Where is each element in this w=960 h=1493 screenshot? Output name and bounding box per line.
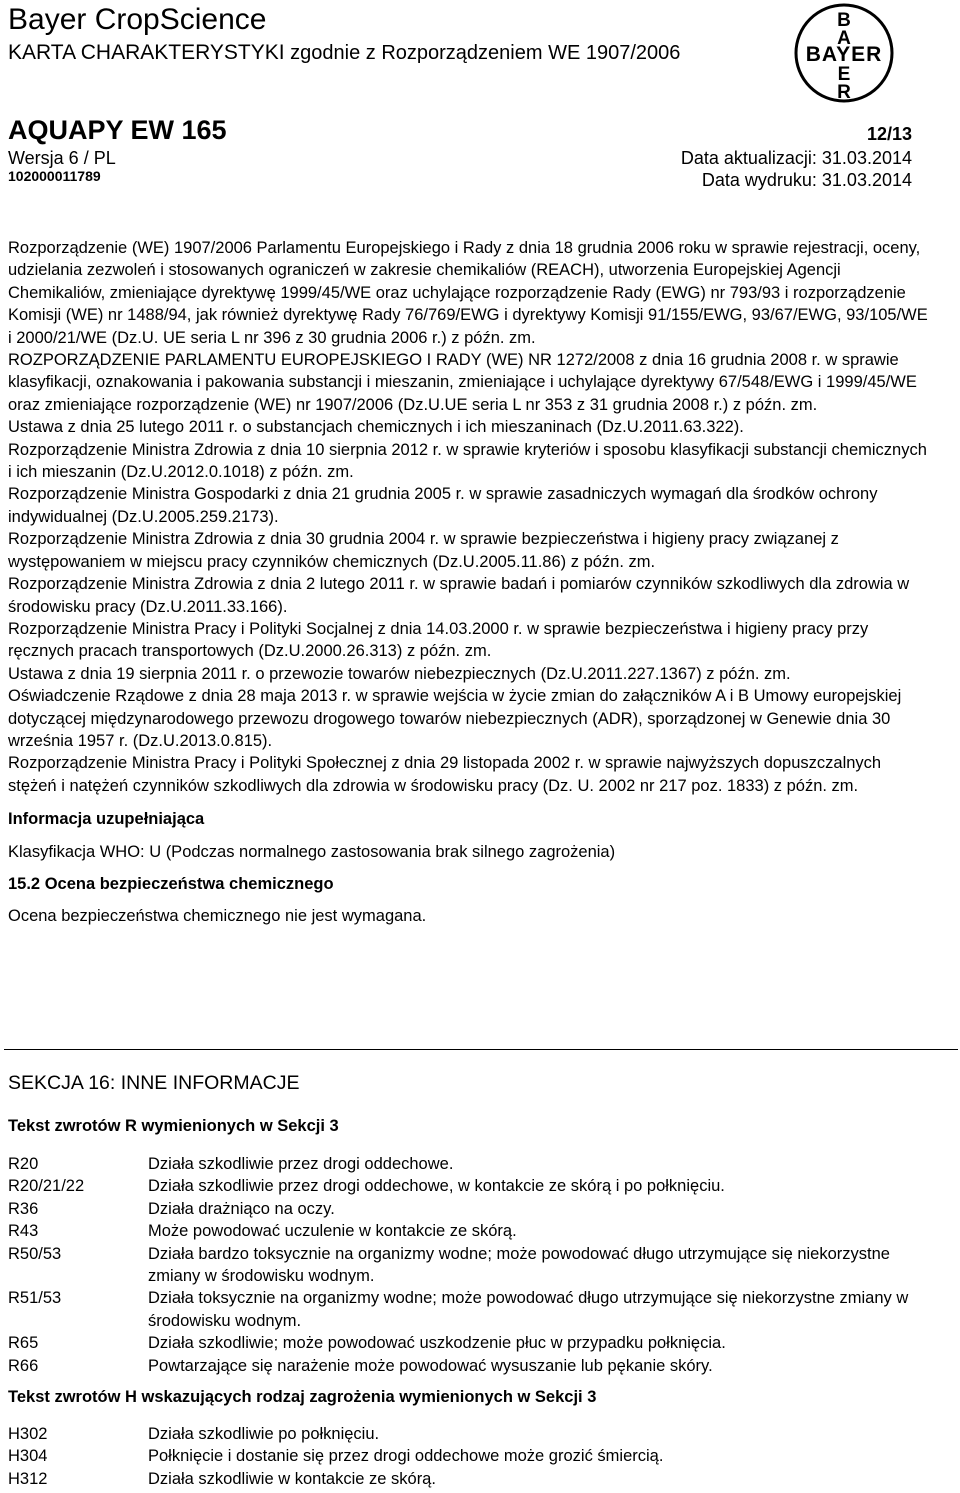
legal-paragraph: Rozporządzenie (WE) 1907/2006 Parlamentu Europejskiego i Rady z dnia 18 grudnia 2006 roku w sprawie rejestracji, oceny, udzielania zezwoleń i stosowanych ograniczeń w zakresie chemikaliów (REACH), utworzenia Europejskiej Agencji Chemikaliów, zmieniające dyrektywę 1999/45/WE oraz uchylające rozporządzenie Rady (EWG) nr 793/93 i rozporządzenie Komisji (WE) nr 1488/94, jak również dyrektywę Rady 76/769/EWG i dyrektywy Komisji 91/155/EWG, 93/67/EWG, 93/105/WE i 2000/21/WE (Dz.U. UE seria L nr 396 z 30 grudnia 2006 r.) z późn. zm. xyxy=(8,239,928,347)
version-label: Wersja 6 / PL xyxy=(8,148,116,168)
list-item xyxy=(8,1175,928,1197)
list-item xyxy=(8,1287,928,1332)
section-divider xyxy=(4,1049,958,1050)
legal-paragraph: Oświadczenie Rządowe z dnia 28 maja 2013 r. w sprawie wejścia w życie zmian do załączników A i B Umowy europejskiej dotyczącej międzynarodowego przewozu drogowego towarów niebezpiecznych (ADR), sporządzonej w Genewie dnia 30 września 1957 r. (Dz.U.2013.0.815). xyxy=(8,687,902,750)
legal-paragraph: Rozporządzenie Ministra Zdrowia z dnia 30 grudnia 2004 r. w sprawie bezpieczeństwa i higieny pracy związanej z występowaniem w miejscu pracy czynników chemicznych (Dz.U.2005.11.86) z późn. zm. xyxy=(8,530,839,571)
phrase-code: H312 xyxy=(8,1469,48,1488)
legal-paragraph: ROZPORZĄDZENIE PARLAMENTU EUROPEJSKIEGO I RADY (WE) NR 1272/2008 z dnia 16 grudnia 2008 r. w sprawie klasyfikacji, oznakowania i pakowania substancji i mieszanin, zmieniające i uchylające dyrektywy 67/548/EWG i 1999/45/WE oraz zmieniające rozporządzenie (WE) nr 1907/2006 (Dz.U.UE seria L nr 353 z 31 grudnia 2008 r.) z późn. zm. xyxy=(8,351,917,414)
phrase-text: Połknięcie i dostanie się przez drogi oddechowe może grozić śmiercią. xyxy=(148,1447,664,1466)
print-date: Data wydruku: 31.03.2014 xyxy=(701,170,912,190)
phrase-code: R20 xyxy=(8,1155,39,1173)
phrase-text: Działa toksycznie na organizmy wodne; może powodować długo utrzymujące się niekorzystne zmiany w środowisku wodnym. xyxy=(148,1289,909,1330)
phrase-code: H304 xyxy=(8,1447,48,1466)
document-header xyxy=(8,2,788,66)
list-item xyxy=(8,1355,928,1377)
legal-paragraph: Rozporządzenie Ministra Pracy i Polityki Socjalnej z dnia 14.03.2000 r. w sprawie bezpieczeństwa i higieny pracy przy ręcznych pracach transportowych (Dz.U.2000.26.313) z późn. zm. xyxy=(8,619,869,661)
legal-paragraph: Rozporządzenie Ministra Gospodarki z dnia 21 grudnia 2005 r. w sprawie zasadniczych wymagań dla środków ochrony indywidualnej (Dz.U.2005.259.2173). xyxy=(8,485,878,526)
document-regulation: zgodnie z Rozporządzeniem WE 1907/2006 xyxy=(290,42,681,64)
list-item xyxy=(8,1468,928,1490)
page-number: 12/13 xyxy=(866,124,912,144)
phrase-text: Może powodować uczulenie w kontakcie ze skórą. xyxy=(148,1222,517,1241)
phrase-code: H302 xyxy=(8,1425,48,1443)
legal-paragraph: Ustawa z dnia 25 lutego 2011 r. o substancjach chemicznych i ich mieszaninach (Dz.U.2011.63.322). xyxy=(8,418,744,437)
legal-paragraph: Ustawa z dnia 19 sierpnia 2011 r. o przewozie towarów niebezpiecznych (Dz.U.2011.227.1367) z późn. zm. xyxy=(8,664,791,683)
section-16-title: SEKCJA 16: INNE INFORMACJE xyxy=(8,1072,300,1094)
document-type xyxy=(8,40,788,66)
list-item xyxy=(8,1243,928,1288)
safety-assessment-heading: 15.2 Ocena bezpieczeństwa chemicznego xyxy=(8,874,334,893)
phrase-text: Działa szkodliwie; może powodować uszkodzenie płuc w przypadku połknięcia. xyxy=(148,1334,726,1353)
phrase-code: R66 xyxy=(8,1356,39,1375)
h-phrases-list xyxy=(8,1423,928,1490)
phrase-text: Działa szkodliwie w kontakcie ze skórą. xyxy=(148,1469,436,1488)
phrase-code: R43 xyxy=(8,1222,39,1241)
list-item xyxy=(8,1198,928,1220)
company-name: Bayer CropScience xyxy=(8,3,267,36)
update-date: Data aktualizacji: 31.03.2014 xyxy=(680,148,912,168)
phrase-code: R50/53 xyxy=(8,1244,62,1263)
product-name: AQUAPY EW 165 xyxy=(8,115,227,145)
phrase-text: Działa szkodliwie przez drogi oddechowe, w kontakcie ze skórą i po połknięciu. xyxy=(148,1177,725,1196)
bayer-cross-logo xyxy=(793,2,895,104)
phrase-code: R51/53 xyxy=(8,1289,62,1308)
list-item xyxy=(8,1423,928,1445)
phrase-code: R65 xyxy=(8,1334,39,1353)
phrase-text: Działa drażniąco na oczy. xyxy=(148,1199,335,1218)
supplementary-text: Klasyfikacja WHO: U (Podczas normalnego zastosowania brak silnego zagrożenia) xyxy=(8,842,616,861)
list-item xyxy=(8,1332,928,1354)
svg-text:E: E xyxy=(837,64,851,85)
list-item xyxy=(8,1153,928,1175)
supplementary-heading: Informacja uzupełniająca xyxy=(8,810,205,829)
svg-text:BAYER: BAYER xyxy=(805,43,883,66)
r-phrases-list xyxy=(8,1153,928,1377)
legal-paragraph: Rozporządzenie Ministra Zdrowia z dnia 10 sierpnia 2012 r. w sprawie kryteriów i sposobu klasyfikacji substancji chemicznych i ich mieszanin (Dz.U.2012.0.1018) z późn. zm. xyxy=(8,440,927,482)
phrase-code: R36 xyxy=(8,1199,39,1218)
list-item xyxy=(8,1445,928,1467)
legal-paragraph: Rozporządzenie Ministra Pracy i Polityki Społecznej z dnia 29 listopada 2002 r. w sprawie najwyższych dopuszczalnych stężeń i natężeń czynników szkodliwych dla zdrowia w środowisku pracy (Dz. U. 2002 nr 217 poz. 1833) z późn. zm. xyxy=(8,754,882,795)
document-type-title: KARTA CHARAKTERYSTYKI xyxy=(8,41,285,64)
safety-assessment-text: Ocena bezpieczeństwa chemicznego nie jest wymagana. xyxy=(8,907,427,926)
phrase-text: Działa szkodliwie przez drogi oddechowe. xyxy=(148,1155,454,1173)
svg-text:B: B xyxy=(837,10,851,31)
document-dates xyxy=(600,147,912,191)
r-phrases-heading: Tekst zwrotów R wymienionych w Sekcji 3 xyxy=(8,1117,339,1135)
phrase-text: Powtarzające się narażenie może powodować wysuszanie lub pękanie skóry. xyxy=(148,1356,713,1375)
legal-paragraph: Rozporządzenie Ministra Zdrowia z dnia 2 lutego 2011 r. w sprawie badań i pomiarów czynników szkodliwych dla zdrowia w środowisku pracy (Dz.U.2011.33.166). xyxy=(8,575,910,616)
h-phrases-heading: Tekst zwrotów H wskazujących rodzaj zagrożenia wymienionych w Sekcji 3 xyxy=(8,1388,597,1406)
svg-text:A: A xyxy=(837,28,851,49)
legal-references xyxy=(8,237,928,928)
phrase-text: Działa bardzo toksycznie na organizmy wodne; może powodować długo utrzymujące się niekorzystne zmiany w środowisku wodnym. xyxy=(148,1244,890,1286)
phrase-text: Działa szkodliwie po połknięciu. xyxy=(148,1425,380,1443)
list-item xyxy=(8,1220,928,1242)
svg-text:R: R xyxy=(837,82,851,103)
phrase-code: R20/21/22 xyxy=(8,1177,85,1196)
document-code: 102000011789 xyxy=(8,168,101,184)
